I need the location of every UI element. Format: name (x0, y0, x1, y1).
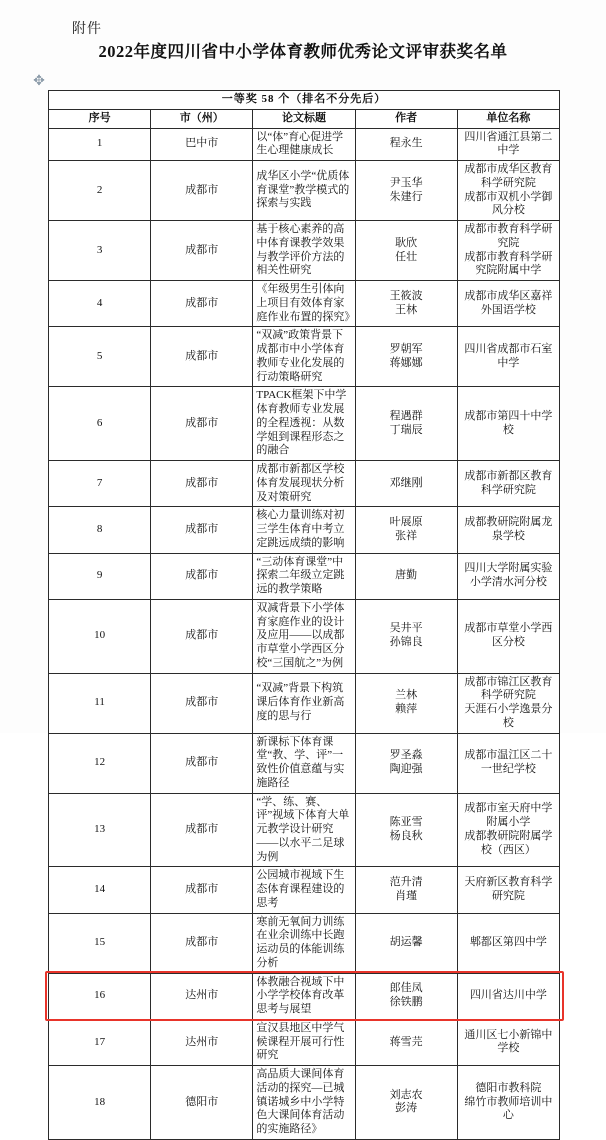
cell-author: 邓继刚 (355, 461, 457, 507)
cell-paper-title: TPACK框架下中学体育教师专业发展的全程透视：从数学姐到课程形态之的融合 (253, 387, 355, 461)
cell-no: 8 (49, 507, 151, 553)
cell-unit: 郫都区第四中学 (457, 913, 559, 973)
cell-no: 7 (49, 461, 151, 507)
cell-city: 达州市 (151, 973, 253, 1019)
cell-no: 3 (49, 221, 151, 281)
cell-paper-title: 寒前无氧间力训练在业余训练中长跑运动员的体能训练分析 (253, 913, 355, 973)
cell-city: 成都市 (151, 221, 253, 281)
cell-paper-title: “学、练、赛、评”视域下体育大单元教学设计研究 ——以水平二足球为例 (253, 793, 355, 867)
cell-no: 12 (49, 733, 151, 793)
cell-no: 11 (49, 673, 151, 733)
cell-paper-title: 新课标下体育课堂“教、学、评”一致性价值意蕴与实施路径 (253, 733, 355, 793)
cell-unit: 成都市室天府中学附属小学 成都教研院附属学校（西区） (457, 793, 559, 867)
table-row (49, 327, 560, 387)
move-handle-icon[interactable]: ✥ (33, 74, 45, 89)
table-band-title-row (49, 91, 560, 110)
cell-paper-title: 核心力量训练对初三学生体育中考立定跳远成绩的影响 (253, 507, 355, 553)
cell-author: 刘志农 彭涛 (355, 1066, 457, 1140)
cell-unit: 四川大学附属实验小学清水河分校 (457, 553, 559, 599)
header-unit: 单位名称 (457, 109, 559, 128)
table-row (49, 507, 560, 553)
table-row (49, 1019, 560, 1065)
cell-author: 陈亚雪 杨良秋 (355, 793, 457, 867)
cell-city: 达州市 (151, 1019, 253, 1065)
cell-author: 罗圣淼 陶迎强 (355, 733, 457, 793)
cell-paper-title: 《年级男生引体向上项目有效体育家庭作业布置的探究》 (253, 281, 355, 327)
cell-unit: 天府新区教育科学研究院 (457, 867, 559, 913)
cell-city: 成都市 (151, 553, 253, 599)
cell-author: 吴井平 孙锦良 (355, 599, 457, 673)
cell-unit: 四川省成都市石室中学 (457, 327, 559, 387)
cell-author: 唐勤 (355, 553, 457, 599)
cell-unit: 成都市第四十中学校 (457, 387, 559, 461)
table-row (49, 281, 560, 327)
cell-city: 成都市 (151, 161, 253, 221)
table-row (49, 913, 560, 973)
cell-unit: 成都市温江区二十一世纪学校 (457, 733, 559, 793)
table-row (49, 599, 560, 673)
cell-no: 2 (49, 161, 151, 221)
attachment-label: 附件 (72, 22, 102, 37)
cell-city: 德阳市 (151, 1066, 253, 1140)
cell-no: 4 (49, 281, 151, 327)
header-author: 作者 (355, 109, 457, 128)
table-row (49, 733, 560, 793)
table-row (49, 973, 560, 1019)
cell-author: 尹玉华 朱建行 (355, 161, 457, 221)
cell-author: 罗朝军 蒋娜娜 (355, 327, 457, 387)
cell-city: 成都市 (151, 507, 253, 553)
cell-unit: 德阳市教科院 绵竹市教师培训中心 (457, 1066, 559, 1140)
cell-paper-title: 高品质大课间体育活动的探究—已城镇诺城乡中小学特色大课间体育活动的实施路径》 (253, 1066, 355, 1140)
cell-city: 成都市 (151, 733, 253, 793)
cell-author: 叶展原 张祥 (355, 507, 457, 553)
cell-paper-title: 成华区小学“优质体育课堂”教学模式的探索与实践 (253, 161, 355, 221)
cell-no: 15 (49, 913, 151, 973)
table-row (49, 867, 560, 913)
cell-no: 17 (49, 1019, 151, 1065)
cell-paper-title: 双减背景下小学体育家庭作业的设计及应用——以成都市草堂小学西区分校“三国航之”为例 (253, 599, 355, 673)
cell-unit: 成都市成华区嘉祥外国语学校 (457, 281, 559, 327)
cell-no: 13 (49, 793, 151, 867)
cell-no: 16 (49, 973, 151, 1019)
cell-unit: 成都教研院附属龙泉学校 (457, 507, 559, 553)
cell-paper-title: 公园城市视域下生态体育课程建设的思考 (253, 867, 355, 913)
cell-author: 王筱波 王林 (355, 281, 457, 327)
cell-paper-title: “双减”政策背景下成都市中小学体育教师专业化发展的行动策略研究 (253, 327, 355, 387)
table-row (49, 553, 560, 599)
table-row (49, 793, 560, 867)
cell-author: 蒋雪芫 (355, 1019, 457, 1065)
cell-no: 1 (49, 128, 151, 161)
cell-no: 6 (49, 387, 151, 461)
cell-author: 耿欣 任壮 (355, 221, 457, 281)
band-title-cell: 一等奖 58 个（排名不分先后） (49, 91, 560, 110)
cell-city: 成都市 (151, 387, 253, 461)
table-row (49, 387, 560, 461)
cell-city: 成都市 (151, 461, 253, 507)
cell-no: 18 (49, 1066, 151, 1140)
cell-city: 成都市 (151, 867, 253, 913)
cell-paper-title: 以“体”育心促进学生心理健康成长 (253, 128, 355, 161)
cell-city: 成都市 (151, 913, 253, 973)
table-row (49, 461, 560, 507)
cell-author: 郎佳凤 徐铁鹏 (355, 973, 457, 1019)
cell-paper-title: 基于核心素养的高中体育课教学效果与教学评价方法的相关性研究 (253, 221, 355, 281)
cell-no: 14 (49, 867, 151, 913)
cell-unit: 成都市新都区教育科学研究院 (457, 461, 559, 507)
cell-author: 范升清 肖瑾 (355, 867, 457, 913)
cell-unit: 成都市锦江区教育科学研究院 天涯石小学逸景分校 (457, 673, 559, 733)
cell-unit: 通川区七小新锦中学校 (457, 1019, 559, 1065)
table-header-row (49, 109, 560, 128)
table-row (49, 673, 560, 733)
cell-no: 10 (49, 599, 151, 673)
cell-city: 成都市 (151, 673, 253, 733)
cell-paper-title: “三动体育课堂”中探索二年级立定跳远的教学策略 (253, 553, 355, 599)
cell-paper-title: 体教融合视域下中小学学校体育改革思考与展望 (253, 973, 355, 1019)
cell-unit: 四川省通江县第二中学 (457, 128, 559, 161)
cell-author: 兰林 赖萍 (355, 673, 457, 733)
cell-city: 巴中市 (151, 128, 253, 161)
cell-city: 成都市 (151, 793, 253, 867)
cell-paper-title: “双减”背景下构筑课后体育作业新高度的思与行 (253, 673, 355, 733)
award-list-table (48, 90, 560, 1140)
cell-city: 成都市 (151, 327, 253, 387)
cell-no: 5 (49, 327, 151, 387)
cell-paper-title: 成都市新都区学校体育发展现状分析及对策研究 (253, 461, 355, 507)
cell-paper-title: 宣汉县地区中学气候课程开展可行性研究 (253, 1019, 355, 1065)
cell-no: 9 (49, 553, 151, 599)
table-row (49, 161, 560, 221)
cell-author: 胡运馨 (355, 913, 457, 973)
table-row (49, 128, 560, 161)
cell-city: 成都市 (151, 599, 253, 673)
header-paper-title: 论文标题 (253, 109, 355, 128)
cell-city: 成都市 (151, 281, 253, 327)
cell-unit: 成都市成华区教育科学研究院 成都市双机小学御风分校 (457, 161, 559, 221)
table-row (49, 221, 560, 281)
cell-author: 程遇群 丁瑞辰 (355, 387, 457, 461)
table-row (49, 1066, 560, 1140)
cell-unit: 成都市草堂小学西区分校 (457, 599, 559, 673)
cell-author: 程永生 (355, 128, 457, 161)
cell-unit: 四川省达川中学 (457, 973, 559, 1019)
page-title: 2022年度四川省中小学体育教师优秀论文评审获奖名单 (98, 42, 508, 61)
cell-unit: 成都市教育科学研究院 成都市教育科学研究院附属中学 (457, 221, 559, 281)
header-city: 市（州） (151, 109, 253, 128)
header-no: 序号 (49, 109, 151, 128)
